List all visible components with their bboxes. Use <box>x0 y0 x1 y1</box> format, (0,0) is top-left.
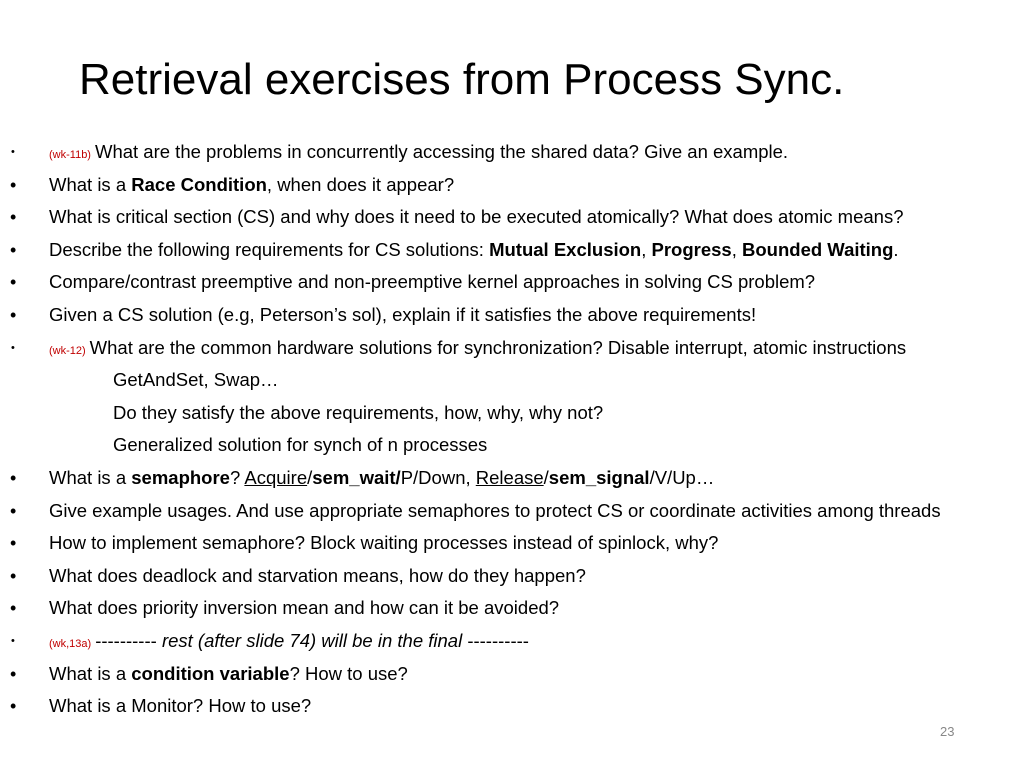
item-text: What is a Race Condition, when does it appear? <box>49 173 455 195</box>
bullet-icon: • <box>10 533 17 554</box>
item-text: What is critical section (CS) and why does it need to be executed atomically? What does atomic means? <box>49 206 904 228</box>
slide-title: Retrieval exercises from Process Sync. <box>79 55 845 104</box>
item-text: Describe the following requirements for CS solutions: Mutual Exclusion, Progress, Bounded Waiting. <box>49 238 899 260</box>
item-text: GetAndSet, Swap… <box>113 369 279 391</box>
item-text: How to implement semaphore? Block waiting processes instead of spinlock, why? <box>49 532 719 554</box>
item-text: (wk,13a) ---------- rest (after slide 74) will be in the final ---------- <box>49 629 529 651</box>
list-item <box>0 169 1024 202</box>
bullet-icon: • <box>10 467 17 488</box>
list-item <box>0 299 1024 332</box>
bullet-icon: • <box>11 146 15 158</box>
list-item <box>0 266 1024 299</box>
list-item <box>0 462 1024 495</box>
bullet-icon: • <box>10 663 17 684</box>
bullet-icon: • <box>10 598 17 619</box>
bullet-icon: • <box>10 239 17 260</box>
item-text: (wk-12) What are the common hardware solutions for synchronization? Disable interrupt, atomic instructions <box>49 336 907 358</box>
list-item <box>0 332 1024 365</box>
item-text: Compare/contrast preemptive and non-preemptive kernel approaches in solving CS problem? <box>49 271 816 293</box>
week-tag: (wk-12) <box>49 344 86 357</box>
bullet-list <box>0 136 1024 723</box>
week-tag: (wk-11b) <box>49 149 91 161</box>
list-subitem <box>0 429 1024 462</box>
list-item <box>0 690 1024 723</box>
bullet-icon: • <box>10 272 17 293</box>
item-text: (wk-11b) What are the problems in concurrently accessing the shared data? Give an example. <box>49 141 789 162</box>
bullet-icon: • <box>10 696 17 717</box>
list-item <box>0 527 1024 560</box>
page-number: 23 <box>940 724 955 739</box>
list-item <box>0 625 1024 658</box>
item-text: What does deadlock and starvation means, how do they happen? <box>49 564 586 586</box>
list-item <box>0 495 1024 528</box>
bullet-icon: • <box>10 174 17 195</box>
bullet-icon: • <box>10 565 17 586</box>
item-text: Do they satisfy the above requirements, how, why, why not? <box>113 401 604 423</box>
list-subitem <box>0 397 1024 430</box>
list-subitem <box>0 364 1024 397</box>
item-text: Give example usages. And use appropriate semaphores to protect CS or coordinate activities among threads <box>49 499 941 521</box>
bullet-icon: • <box>10 500 17 521</box>
bullet-icon: • <box>10 207 17 228</box>
list-item <box>0 592 1024 625</box>
bullet-icon: • <box>11 634 15 647</box>
item-text: Given a CS solution (e.g, Peterson’s sol), explain if it satisfies the above requirements! <box>49 303 757 325</box>
item-text: What is a condition variable? How to use? <box>49 662 408 684</box>
bullet-icon: • <box>10 304 17 325</box>
list-item <box>0 201 1024 234</box>
list-item <box>0 234 1024 267</box>
week-tag: (wk,13a) <box>49 637 92 650</box>
item-text: What does priority inversion mean and how can it be avoided? <box>49 597 560 619</box>
list-item <box>0 560 1024 593</box>
bullet-icon: • <box>11 341 15 354</box>
item-text: Generalized solution for synch of n processes <box>113 434 488 456</box>
item-text: What is a semaphore? Acquire/sem_wait/P/Down, Release/sem_signal/V/Up… <box>49 466 715 488</box>
list-item <box>0 136 1024 169</box>
item-text: What is a Monitor? How to use? <box>49 695 312 717</box>
list-item <box>0 658 1024 691</box>
